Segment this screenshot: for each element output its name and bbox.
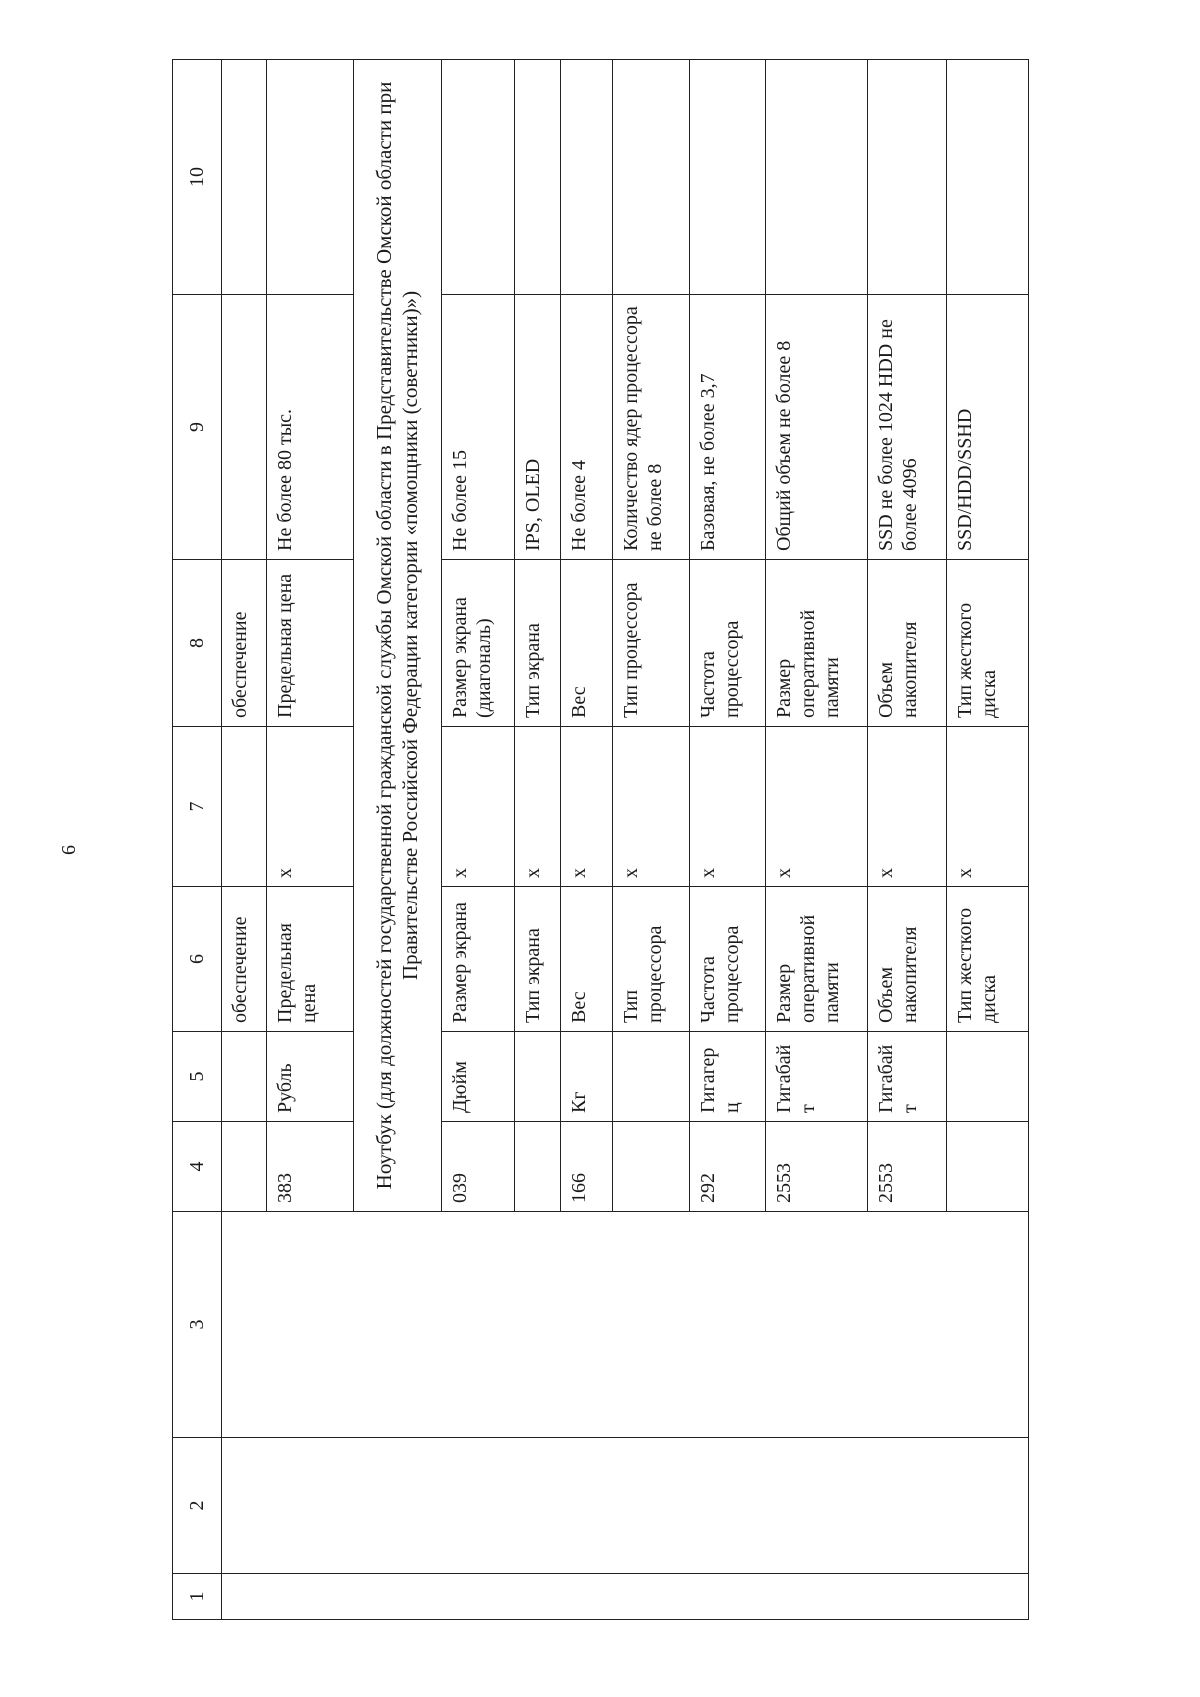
cell-code: 2553	[766, 1122, 867, 1212]
col1-cell	[222, 1574, 1029, 1620]
cell-value: Количество ядер процессора не более 8	[612, 295, 689, 560]
cell-value: IPS, OLED	[514, 295, 561, 560]
col2-cell	[222, 1438, 1029, 1574]
cell-name: Тип процессора	[612, 887, 689, 1032]
cell-name: Частота процессора	[689, 560, 766, 727]
cell-name: Тип экрана	[514, 887, 561, 1032]
column-number-row	[173, 60, 222, 1620]
cell-name: Размер оперативной памяти	[766, 560, 867, 727]
cell	[222, 1122, 267, 1212]
col3-cell	[222, 1212, 1029, 1438]
cell: обеспечение	[222, 887, 267, 1032]
cell-name: Размер оперативной памяти	[766, 887, 867, 1032]
cell-code: 383	[266, 1122, 354, 1212]
cell-x: x	[612, 727, 689, 887]
cell	[441, 60, 514, 295]
cell-code: 2553	[867, 1122, 946, 1212]
cell-x: x	[561, 727, 612, 887]
cell-unit: Кг	[561, 1032, 612, 1122]
cell	[689, 60, 766, 295]
cell	[766, 60, 867, 295]
cell-name: Объем накопителя	[867, 887, 946, 1032]
cell-x: x	[514, 727, 561, 887]
cell-name: Размер экрана (диагональ)	[441, 560, 514, 727]
cell-x: x	[867, 727, 946, 887]
cell-x: x	[766, 727, 867, 887]
cell-value: SSD не более 1024 HDD не более 4096	[867, 295, 946, 560]
cell-code	[514, 1122, 561, 1212]
cell-value: Не более 4	[561, 295, 612, 560]
cell-value: Базовая, не более 3,7	[689, 295, 766, 560]
cell	[222, 727, 267, 887]
cell-x: x	[441, 727, 514, 887]
cell-unit: Гигабайт	[766, 1032, 867, 1122]
cell	[222, 60, 267, 295]
cell-unit: Гигабайт	[867, 1032, 946, 1122]
cell-name: Вес	[561, 887, 612, 1032]
header-cell: 8	[173, 560, 222, 727]
header-cell: 10	[173, 60, 222, 295]
cell-name: Размер экрана	[441, 887, 514, 1032]
cell-name: Объем накопителя	[867, 560, 946, 727]
cell-value: Общий объем не более 8	[766, 295, 867, 560]
cell-unit	[946, 1032, 1028, 1122]
cell-code: 292	[689, 1122, 766, 1212]
cell	[266, 60, 354, 295]
cell	[561, 60, 612, 295]
cell-name: Тип жесткого диска	[946, 560, 1028, 727]
page-number: 6	[58, 845, 80, 855]
cell-x: x	[266, 727, 354, 887]
cell-name: Предельная цена	[266, 560, 354, 727]
cell: обеспечение	[222, 560, 267, 727]
cell-code: 166	[561, 1122, 612, 1212]
cell-unit: Дюйм	[441, 1032, 514, 1122]
header-cell: 2	[173, 1438, 222, 1574]
specs-table	[172, 59, 1029, 1620]
header-cell: 3	[173, 1212, 222, 1438]
continued-row	[222, 60, 267, 1620]
header-cell: 7	[173, 727, 222, 887]
cell-x: x	[689, 727, 766, 887]
header-cell: 9	[173, 295, 222, 560]
cell-value: Не более 15	[441, 295, 514, 560]
rotated-table-container	[172, 60, 1029, 1620]
cell-name: Предельная цена	[266, 887, 354, 1032]
cell-value: SSD/HDD/SSHD	[946, 295, 1028, 560]
cell-unit	[514, 1032, 561, 1122]
cell-code	[612, 1122, 689, 1212]
header-cell: 1	[173, 1574, 222, 1620]
group-title: Ноутбук (для должностей государственной гражданской службы Омской области в Представительстве Омской области при Правительстве Российской Федерации категории «помощники (советники)»)	[354, 60, 442, 1212]
cell	[222, 1032, 267, 1122]
header-cell: 5	[173, 1032, 222, 1122]
cell-code: 039	[441, 1122, 514, 1212]
cell-name: Частота процессора	[689, 887, 766, 1032]
header-cell: 4	[173, 1122, 222, 1212]
cell	[946, 60, 1028, 295]
cell-name: Тип процессора	[612, 560, 689, 727]
cell-code	[946, 1122, 1028, 1212]
cell-name: Вес	[561, 560, 612, 727]
cell-name: Тип экрана	[514, 560, 561, 727]
cell	[612, 60, 689, 295]
cell-name: Тип жесткого диска	[946, 887, 1028, 1032]
cell-value: Не более 80 тыс.	[266, 295, 354, 560]
cell-x: x	[946, 727, 1028, 887]
cell	[867, 60, 946, 295]
cell-unit	[612, 1032, 689, 1122]
cell	[514, 60, 561, 295]
cell-unit: Гигагерц	[689, 1032, 766, 1122]
header-cell: 6	[173, 887, 222, 1032]
cell-unit: Рубль	[266, 1032, 354, 1122]
cell	[222, 295, 267, 560]
